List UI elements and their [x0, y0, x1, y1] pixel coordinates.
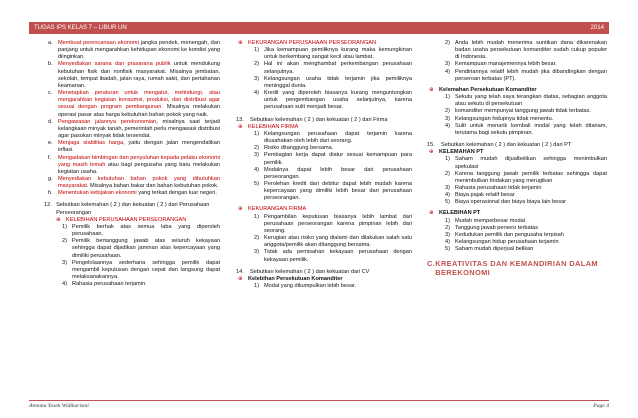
- list-number: 3): [254, 152, 259, 159]
- list-item-text: Saham mudah dijualbelikan sehingga menimbulkan spekulasi: [455, 156, 607, 170]
- list-item: [427, 171, 607, 185]
- list-letter: e.: [48, 140, 53, 147]
- list-number: 2): [254, 61, 259, 68]
- list-item: [44, 90, 220, 119]
- column-3: [427, 40, 607, 277]
- list-item-text: Saham mudah diperjual belikan: [455, 246, 534, 253]
- list-item: [427, 94, 607, 108]
- list-item: [236, 167, 412, 181]
- list-letter: a.: [48, 40, 53, 46]
- subheading-text: KELEBIHAN FIRMA: [248, 123, 299, 130]
- list-number: 5): [254, 180, 259, 187]
- highlighted-text: Mengadakan bimbingan dan penyuluhan kepada pelaku ekonomi yang masih lemah: [58, 154, 220, 168]
- list-item-text: [58, 61, 220, 90]
- list-item: [44, 40, 220, 61]
- list-number: 4): [254, 166, 259, 173]
- subheading-kelebihan-cv: [236, 276, 412, 283]
- list-number: 2): [445, 108, 450, 115]
- body-text: jangka pendek, menengah, dan panjang untuk mengarahkan kehidupan ekonomi ke kondisi yang diinginkan.: [58, 40, 220, 61]
- question-15: [427, 142, 607, 149]
- list-item-text: [58, 40, 220, 61]
- list-item-text: Kelangsungan perusahaan dapat terjamin karena diusahakan oleh lebih dari seorang.: [264, 130, 412, 145]
- list-item-text: [58, 155, 220, 176]
- list-item-text: Pemilik bertanggung jawab atas seluruh kekayaan sehingga dapat dijadikan jaminan atas kepercayaan yang dimiliki perusahaan.: [72, 238, 220, 259]
- circled-plus-bullet-icon: ⊕: [238, 275, 243, 282]
- body-text: , yaitu dengan jalan mengendalikan inflasi.: [58, 140, 221, 154]
- list-item: [44, 155, 220, 176]
- list-item: [44, 61, 220, 90]
- question-number: 13.: [236, 116, 244, 123]
- list-item: [44, 119, 220, 140]
- body-text: Misalnya melakukan operasi pasar atas harga kebutuhan bahan pokok yang naik.: [58, 104, 220, 118]
- subheading-kekurangan-perseorangan: [236, 40, 412, 47]
- question-12: [44, 202, 220, 216]
- list-number: 4): [445, 239, 450, 246]
- numbered-list: [236, 283, 412, 290]
- circled-plus-bullet-icon: ⊕: [56, 216, 61, 223]
- highlighted-text: Menentukan kebijakan ekonomi: [58, 190, 137, 197]
- list-number: 3): [445, 231, 450, 238]
- government-role-list: [44, 40, 220, 197]
- footer: [29, 403, 609, 409]
- subheading-kelebihan-pt: [427, 210, 607, 217]
- highlighted-text: Menetapkan peraturan untuk mengatur, melindungi, atau mengarahkan kegiatan konsumsi, produksi, dan distribusi agar sesuai dengan program pembangunan.: [58, 90, 220, 111]
- list-number: 3): [445, 184, 450, 191]
- question-13: [236, 117, 412, 124]
- footer-author: Atmona Yosek Widikarismi: [29, 403, 89, 409]
- list-item-text: Rahasia perusahaan terjamin.: [72, 281, 147, 288]
- list-item-text: Tidak ada pemisahan kekayaan perusahaan dengan kekayaan pemilik.: [264, 249, 412, 263]
- body-text: yang terkait dengan luar negeri.: [136, 190, 217, 197]
- page-number: Page 4: [593, 403, 609, 409]
- subheading-kelemahan-cv: [427, 87, 607, 94]
- list-item-text: Pembagian kerja dapat diatur sesuai kemampuan para pemilik.: [264, 152, 412, 166]
- numbered-list: [427, 94, 607, 137]
- circled-plus-bullet-icon: ⊕: [238, 206, 243, 213]
- list-item: [427, 246, 607, 253]
- list-item: [236, 235, 412, 249]
- list-item-text: Sekutu yang telah saya terangkan diatas, sebagian anggota atau sekutu di persekutuan: [455, 94, 607, 108]
- list-letter: c.: [48, 90, 53, 97]
- list-number: 1): [254, 130, 259, 137]
- list-item: [427, 185, 607, 192]
- list-item-text: Kerugian atau risiko yang dialami dan dilakukan salah satu anggota/pemilik akan ditanggung bersama.: [264, 235, 412, 249]
- highlighted-text: Pengawasan jalannya perekonomian: [58, 118, 157, 125]
- list-item: [236, 76, 412, 90]
- list-item: [236, 181, 412, 202]
- list-item-text: [58, 190, 220, 197]
- list-item: [427, 116, 607, 123]
- list-number: 3): [445, 61, 450, 68]
- list-item: [236, 145, 412, 152]
- circled-plus-bullet-icon: ⊕: [429, 86, 434, 93]
- list-item-text: Kelangsungan hidup perusahaan terjamin: [455, 239, 559, 246]
- list-item: [44, 238, 220, 259]
- chapter-heading: [427, 259, 607, 277]
- body-text: atau bagi pengusaha yang baru melakukan kegiatan usaha.: [58, 161, 220, 175]
- list-item-text: [58, 90, 220, 119]
- list-item: [236, 249, 412, 263]
- list-number: 4): [445, 68, 450, 75]
- body-text: , misalnya saat terjadi kelangkaan minyak tanah, pemerintah perlu mengawasi distribusi agar pasokan minyak tidak tersendat.: [58, 118, 220, 140]
- highlighted-text: Menyediakan sarana dan prasarana publik: [58, 61, 171, 68]
- subheading-kelebihan-firma: [236, 124, 412, 131]
- list-item: [236, 283, 412, 290]
- list-number: 2): [62, 238, 67, 245]
- list-item-text: [58, 119, 220, 140]
- list-item-text: Pendiriannya relatif lebih mudah jika dibandingkan dengan perseroan terbatas (PT).: [455, 68, 607, 82]
- list-item: [236, 90, 412, 111]
- column-1: [44, 40, 220, 288]
- list-number: 2): [445, 170, 450, 177]
- list-item: [236, 61, 412, 75]
- list-item: [427, 192, 607, 199]
- list-item: [44, 260, 220, 281]
- highlighted-text: Membuat perencanaan ekonomi: [58, 40, 139, 46]
- numbered-list: [427, 40, 607, 83]
- list-number: 4): [254, 90, 259, 97]
- list-number: 3): [445, 115, 450, 122]
- list-item-text: Risiko ditanggung bersama.: [264, 145, 334, 152]
- question-number: 12.: [44, 202, 52, 209]
- list-item: [427, 40, 607, 61]
- subheading-text: Kelebihan Persekutuan Komanditer: [248, 275, 343, 282]
- highlighted-text: Menyediakan kebutuhan bahan pokok yang dibutuhkan masyarakat.: [58, 175, 220, 190]
- chapter-title: KREATIVITAS DAN KEMANDIRIAN DALAM BEREKONOMI: [435, 259, 598, 278]
- numbered-list: [236, 131, 412, 203]
- list-item-text: Sulit untuk menarik kembali modal yang telah ditanam, terutama bagi sekutu pimpinan.: [455, 122, 607, 136]
- list-item-text: Kelangsungan hidupnya tidak menentu.: [455, 115, 554, 122]
- list-number: 4): [445, 192, 450, 199]
- list-letter: h.: [48, 190, 53, 197]
- list-item-text: Anda lebih mudah menerima suntikan dana dikarenakan badan usaha persekutuan komanditer sudah cukup populer di Indonesia.: [455, 40, 607, 61]
- list-item: [427, 69, 607, 83]
- list-number: 1): [445, 156, 450, 163]
- list-letter: f.: [48, 154, 52, 161]
- circled-plus-bullet-icon: ⊕: [238, 40, 243, 46]
- list-number: 3): [254, 249, 259, 256]
- column-2: [236, 40, 412, 290]
- list-item: [427, 232, 607, 239]
- subheading-kelebihan-perseorangan: [44, 217, 220, 224]
- list-item-text: Pengelolaannya sederhana sehingga pemilik dapat mengambil keputusan dengan cepat dan langsung dapat melaksanakannya.: [72, 259, 220, 280]
- body-text: untuk mendukung kebutuhan fisik dan nonfisik masyarakat. Misalnya jembatan, sekolah, tempat ibadah, jalan raya, rumah sakit, dan pertahanan keamanan.: [58, 61, 220, 89]
- subheading-text: KEKURANGAN PERUSAHAAN PERSEORANGAN: [248, 40, 377, 46]
- list-item: [427, 108, 607, 115]
- numbered-list: [427, 218, 607, 254]
- list-letter: b.: [48, 61, 53, 68]
- question-text: Sebutkan kelemahan ( 2 ) dan kekuatan ( 2 ) dari Firma: [250, 116, 388, 123]
- chapter-letter: C.: [427, 259, 436, 269]
- list-number: 5): [445, 246, 450, 253]
- question-number: 14.: [236, 268, 244, 275]
- list-item: [44, 224, 220, 238]
- footer-divider: [29, 400, 609, 401]
- list-item: [44, 190, 220, 197]
- list-letter: d.: [48, 118, 53, 125]
- list-item-text: Rahasia perusahaan tidak terjamin: [455, 184, 542, 191]
- list-item-text: Pengambilan keputusan biasanya lebih lambat dari perusahaan perseorangan karena pimpinan lebih dari seorang.: [264, 213, 412, 234]
- subheading-kelemahan-pt: [427, 149, 607, 156]
- list-number: 1): [254, 213, 259, 220]
- list-item-text: Jika kemampuan pemiliknya kurang maka kemungkinan untuk berkembang sangat kecil atau lambat.: [264, 47, 412, 61]
- list-item: [44, 140, 220, 154]
- list-item-text: Modalnya dapat lebih besar dari perusahaan perseorangan.: [264, 166, 412, 180]
- list-item-text: Perolehan kredit dari debitur dapat lebih mudah karena kepercayaan yang dimiliki lebih besar dari perusahaan perseorangan.: [264, 180, 412, 202]
- header-year: 2014: [590, 25, 604, 31]
- list-item-text: Biaya pajak relatif besar: [455, 192, 515, 199]
- list-letter: g.: [48, 175, 53, 182]
- list-item: [44, 176, 220, 190]
- list-item-text: Modal yang dikumpulkan lebih besar.: [264, 283, 357, 289]
- list-number: 2): [445, 40, 450, 46]
- header-title: TUGAS IPS KELAS 7 – LIBUR UN: [34, 25, 127, 31]
- list-item-text: Biaya operasional dan biaya biaya lain besar: [455, 199, 567, 206]
- list-number: 5): [445, 199, 450, 206]
- numbered-list: [236, 214, 412, 264]
- subheading-text: KELEBIHAN PERUSAHAAN PERSEORANGAN: [66, 216, 187, 223]
- question-text: Sebutkan kelemahan ( 2 ) dan kekuatan ( 2 ) dari PT: [441, 142, 572, 149]
- list-item: [427, 225, 607, 232]
- list-item: [236, 131, 412, 145]
- subheading-text: KELEBIHAN PT: [439, 210, 481, 217]
- list-number: 2): [445, 224, 450, 231]
- list-item-text: Mudah memperbesar modal: [455, 217, 525, 224]
- numbered-list: [236, 47, 412, 111]
- circled-plus-bullet-icon: ⊕: [429, 149, 434, 156]
- subheading-text: KEKURANGAN FIRMA: [248, 206, 307, 213]
- list-number: 1): [254, 47, 259, 54]
- list-item-text: Kemampuan manajemennya lebih besar.: [455, 61, 557, 68]
- list-item: [427, 61, 607, 68]
- list-item: [44, 281, 220, 288]
- list-item: [427, 239, 607, 246]
- list-item-text: Pemilik berhak atas semua laba yang diperoleh perusahaan.: [72, 223, 220, 238]
- list-item-text: Tanggung jawab persero terbatas: [455, 224, 539, 231]
- list-item-text: [58, 176, 220, 190]
- list-number: 4): [445, 122, 450, 129]
- circled-plus-bullet-icon: ⊕: [429, 210, 434, 217]
- list-number: 1): [445, 94, 450, 101]
- list-item-text: Kedudukan pemilik dan pengusaha terpisah: [455, 231, 564, 238]
- circled-plus-bullet-icon: ⊕: [238, 123, 243, 130]
- numbered-list: [427, 156, 607, 206]
- question-text: Sebutkan kelemahan ( 2 ) dan kekuatan ( 2 ) dari Perusahaan Perseorangan: [56, 202, 210, 216]
- list-item: [236, 47, 412, 61]
- list-item-text: Hal ini akan menghambat perkembangan perusahaan selanjutnya.: [264, 61, 412, 75]
- list-item-text: komanditer mempunyai tanggung jawab tidak terbatas.: [455, 108, 591, 115]
- list-item-text: Kredit yang diperoleh biasanya kurang menguntungkan untuk pengembangan usaha selanjutnya, karena perusahaan sulit menjadi besar.: [264, 90, 412, 111]
- list-number: 3): [254, 75, 259, 82]
- list-item: [236, 214, 412, 235]
- list-number: 2): [254, 235, 259, 242]
- question-number: 15.: [427, 142, 435, 149]
- header-bar: [29, 22, 609, 34]
- list-item-text: [58, 140, 220, 154]
- numbered-list: [44, 224, 220, 288]
- list-number: 1): [445, 217, 450, 224]
- subheading-text: KELEMAHAN PT: [439, 149, 484, 156]
- list-item: [427, 123, 607, 137]
- list-number: 4): [62, 281, 67, 288]
- subheading-kekurangan-firma: [236, 206, 412, 213]
- body-text: Misalnya bahan bakar dan bahan kebutuhan pokok.: [88, 183, 219, 190]
- list-number: 2): [254, 145, 259, 152]
- list-number: 1): [62, 223, 67, 230]
- list-item: [236, 152, 412, 166]
- question-text: Sebutkan kelemahan ( 2 ) dan kekuatan dari CV: [250, 268, 370, 275]
- list-item-text: Kelangsungan usaha tidak terjamin jika pemiliknya meninggal dunia.: [264, 75, 412, 89]
- list-item: [427, 199, 607, 206]
- list-item: [427, 218, 607, 225]
- question-14: [236, 269, 412, 276]
- highlighted-text: Menjaga stabilitas harga: [58, 140, 124, 147]
- list-number: 3): [62, 259, 67, 266]
- list-item-text: Karena tanggung jawab pemilik terbatas sehingga dapat menimbulkan tindakan yang merugikan: [455, 170, 607, 184]
- subheading-text: Kelemahan Persekutuan Komanditer: [439, 86, 537, 93]
- list-number: 1): [254, 283, 259, 289]
- list-item: [427, 156, 607, 170]
